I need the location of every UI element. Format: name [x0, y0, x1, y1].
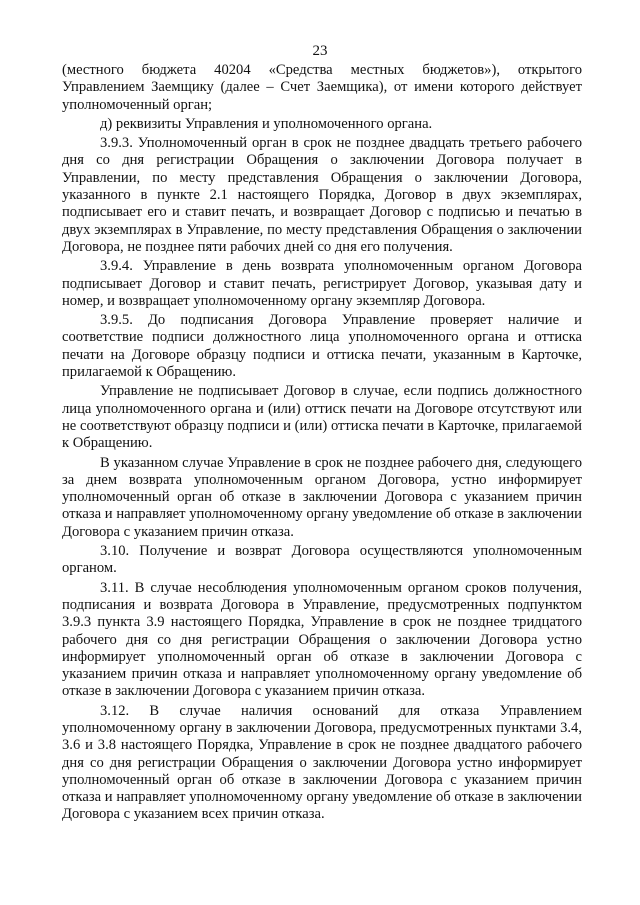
paragraph-3-9-5: 3.9.5. До подписания Договора Управление проверяет наличие и соответствие подписи должностного лица уполномоченного органа и оттиска печати на Договоре образцу подписи и оттиска печати, указанным в Карточке, прилагаемой к Обращению.: [62, 312, 582, 381]
paragraph-3-10: 3.10. Получение и возврат Договора осуществляются уполномоченным органом.: [62, 543, 582, 577]
page-number: 23: [312, 43, 328, 59]
document-body: [62, 62, 582, 826]
paragraph-3-9-3: 3.9.3. Уполномоченный орган в срок не позднее двадцать третьего рабочего дня со дня регистрации Обращения о заключении Договора получает в Управлении, по месту представления Обращения о заключении Договора, указанного в пункте 2.1 настоящего Порядка, Договор в двух экземплярах, подписывает его и ставит печать, и возвращает Договор с подписью и печатью в двух экземплярах в Управление, по месту представления Обращения о заключении Договора, не позднее пяти рабочих дней со дня его получения.: [62, 135, 582, 255]
paragraph-account-continuation: (местного бюджета 40204 «Средства местных бюджетов»), открытого Управлением Заемщику (далее – Счет Заемщика), от имени которого действует уполномоченный орган;: [62, 62, 582, 113]
paragraph-refusal-notice: В указанном случае Управление в срок не позднее рабочего дня, следующего за днем возврата уполномоченным органом Договора, устно информирует уполномоченный орган об отказе в заключении Договора с указанием причин отказа и направляет уполномоченному органу уведомление об отказе в заключении Договора с указанием причин отказа.: [62, 454, 582, 540]
paragraph-refusal-to-sign: Управление не подписывает Договор в случае, если подпись должностного лица уполномоченного органа и (или) оттиск печати на Договоре отсутствуют или не соответствуют образцу подписи и (или) оттиска печати в Карточке, прилагаемой к Обращению.: [62, 383, 582, 452]
paragraph-3-11: 3.11. В случае несоблюдения уполномоченным органом сроков получения, подписания и возврата Договора в Управление, предусмотренных подпунктом 3.9.3 пункта 3.9 настоящего Порядка, Управление в срок не позднее тридцатого рабочего дня со дня регистрации Обращения о заключении Договора устно информирует уполномоченный орган об отказе в заключении Договора с указанием причин отказа и направляет уполномоченному органу уведомление об отказе в заключении Договора с указанием причин отказа.: [62, 579, 582, 700]
paragraph-requisites: д) реквизиты Управления и уполномоченного органа.: [100, 115, 433, 132]
paragraph-3-12: 3.12. В случае наличия оснований для отказа Управлением уполномоченному органу в заключении Договора, предусмотренных пунктами 3.4, 3.6 и 3.8 настоящего Порядка, Управление в срок не позднее двадцатого рабочего дня со дня регистрации Обращения о заключении Договора устно информирует уполномоченный орган об отказе в заключении Договора с указанием причин отказа и направляет уполномоченному органу уведомление об отказе в заключении Договора с указанием всех причин отказа.: [62, 702, 582, 823]
paragraph-3-9-4: 3.9.4. Управление в день возврата уполномоченным органом Договора подписывает Договор и ставит печать, регистрирует Договор, указывая дату и номер, и возвращает уполномоченному органу экземпляр Договора.: [62, 258, 582, 309]
